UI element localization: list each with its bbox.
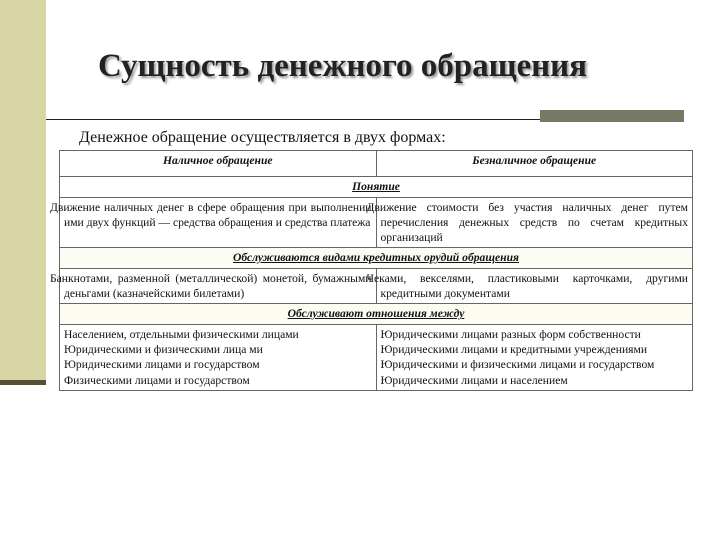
list-item: Юридическими и физическими лица ми	[64, 343, 263, 357]
list-item: Населением, отдельными физическими лицами	[64, 328, 299, 342]
list-item: Юридическими лицами и населением	[380, 373, 568, 387]
table-row	[60, 325, 693, 390]
list-item: Юридическими лицами и кредитными учреждениями	[380, 343, 648, 357]
list-item: Юридическими лицами разных форм собственности	[380, 328, 641, 342]
comparison-table	[50, 150, 693, 391]
column-header-cash: Наличное обращение	[60, 151, 377, 177]
section-header-row	[60, 304, 693, 325]
list-item: Физическими лицами и государством	[64, 373, 250, 387]
slide-title: Сущность денежного обращения	[98, 48, 588, 84]
table-header-row	[60, 151, 693, 177]
section-header-concept: Понятие	[60, 177, 693, 198]
section-header-instruments: Обслуживаются видами кредитных орудий обращения	[60, 248, 693, 269]
table-row	[60, 269, 693, 304]
instruments-cash-cell: Банкнотами, разменной (металлической) монетой, бумажными деньгами (казначейскими билетами)	[60, 269, 377, 304]
column-header-cashless: Безналичное обращение	[376, 151, 693, 177]
concept-cash-cell: Движение наличных денег в сфере обращения при выполнении ими двух функций — средства обращения и средства платежа	[60, 198, 377, 248]
intro-text: Денежное обращение осуществляется в двух формах:	[79, 129, 446, 146]
instruments-cashless-cell: Чеками, векселями, пластиковыми карточками, другими кредитными документами	[376, 269, 693, 304]
title-accent-bar	[540, 110, 684, 122]
section-header-relations: Обслуживают отношения между	[60, 304, 693, 325]
decorative-left-band	[0, 0, 46, 383]
relations-cash-cell	[60, 325, 377, 390]
relations-cashless-cell	[376, 325, 693, 390]
concept-cashless-cell: Движение стоимости без участия наличных денег путем перечисления денежных средств по счетам кредитных организаций	[376, 198, 693, 248]
list-item: Юридическими лицами и государством	[64, 358, 260, 372]
table-row	[60, 198, 693, 248]
list-item: Юридическими и физическими лицами и государством	[380, 358, 655, 372]
section-header-row	[60, 177, 693, 198]
decorative-left-bar	[0, 380, 46, 385]
section-header-row	[60, 248, 693, 269]
